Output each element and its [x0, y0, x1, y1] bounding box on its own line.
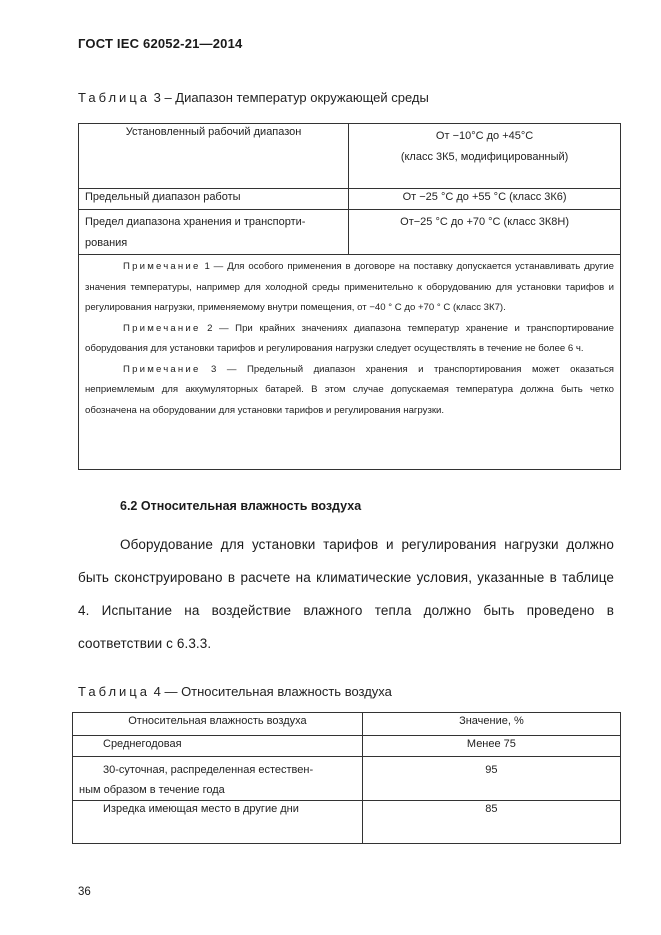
table-note — [85, 319, 614, 360]
note-text: 3 — Предельный диапазон хранения и транспортирования может оказаться неприемлемым для аккумуляторных батарей. В этом случае допускаемая температура должна быть четко обозначена на оборудовании для установки тарифов и регулирования нагрузки. — [85, 363, 614, 416]
table-row — [73, 757, 621, 801]
note-text: 1 — Для особого применения в договоре на поставку допускается устанавливать другие значения температуры, например для холодной среды применительно к оборудованию для установки тарифов и регулирования нагрузки, применяемому внутри помещения, от −40 ° С до +70 ° С (класс 3К7). — [85, 261, 614, 313]
section-heading: 6.2 Относительная влажность воздуха — [120, 499, 362, 513]
table-cell: 95 — [362, 757, 620, 801]
note-text: 2 — При крайних значениях диапазона температур хранение и транспортирование оборудования для установки тарифов и регулирования нагрузки следует осуществлять в течение не более 6 ч. — [85, 322, 614, 354]
table4-caption-text: 4 — Относительная влажность воздуха — [153, 684, 392, 699]
table-note — [85, 360, 614, 422]
table-cell: Менее 75 — [362, 736, 620, 757]
table-row — [79, 124, 621, 189]
note-label: Примечание — [123, 363, 201, 375]
table-cell: Среднегодовая — [73, 736, 363, 757]
table3-caption-text: 3 – Диапазон температур окружающей среды — [153, 90, 429, 105]
table-cell: От −25 °С до +55 °С (класс 3К6) — [349, 189, 621, 210]
table4-caption — [78, 684, 392, 699]
column-header: Относительная влажность воздуха — [73, 713, 363, 736]
document-header: ГОСТ IEC 62052-21—2014 — [78, 36, 243, 51]
cell-line: ным образом в течение года — [79, 784, 225, 796]
cell-line: рования — [85, 237, 128, 249]
table-notes-row — [79, 255, 621, 470]
page-number: 36 — [78, 886, 91, 898]
cell-line: 30-суточная, распределенная естествен- — [103, 764, 314, 776]
section-paragraph — [78, 528, 614, 660]
table-row — [73, 736, 621, 757]
table-cell: Предельный диапазон работы — [79, 189, 349, 210]
cell-line: От −10°С до +45°С — [435, 130, 534, 142]
table-row — [79, 210, 621, 255]
table-cell: Изредка имеющая место в другие дни — [73, 801, 363, 844]
table-header-row — [73, 713, 621, 736]
table4-caption-word: Таблица — [78, 684, 150, 699]
cell-line: Предел диапазона хранения и транспорти- — [85, 216, 306, 228]
table-cell — [79, 210, 349, 255]
table3-caption — [78, 90, 429, 105]
cell-line: (класс 3К5, модифицированный) — [400, 151, 569, 163]
table-notes-cell — [79, 255, 621, 470]
table-cell — [349, 124, 621, 189]
table-cell: 85 — [362, 801, 620, 844]
table3-caption-word: Таблица — [78, 90, 150, 105]
table-row — [79, 189, 621, 210]
table-row — [73, 801, 621, 844]
temperature-range-table — [78, 123, 621, 470]
column-header: Значение, % — [362, 713, 620, 736]
paragraph-text: Оборудование для установки тарифов и регулирования нагрузки должно быть сконструировано в расчете на климатические условия, указанные в таблице 4. Испытание на воздействие влажного тепла должно быть проведено в соответствии с 6.3.3. — [78, 537, 614, 651]
humidity-table — [72, 712, 621, 844]
note-label: Примечание — [123, 322, 201, 334]
note-label: Примечание — [123, 261, 201, 272]
table-note — [85, 257, 614, 319]
table-cell: От−25 °С до +70 °С (класс 3К8Н) — [349, 210, 621, 255]
table-cell — [73, 757, 363, 801]
table-cell: Установленный рабочий диапазон — [79, 124, 349, 189]
